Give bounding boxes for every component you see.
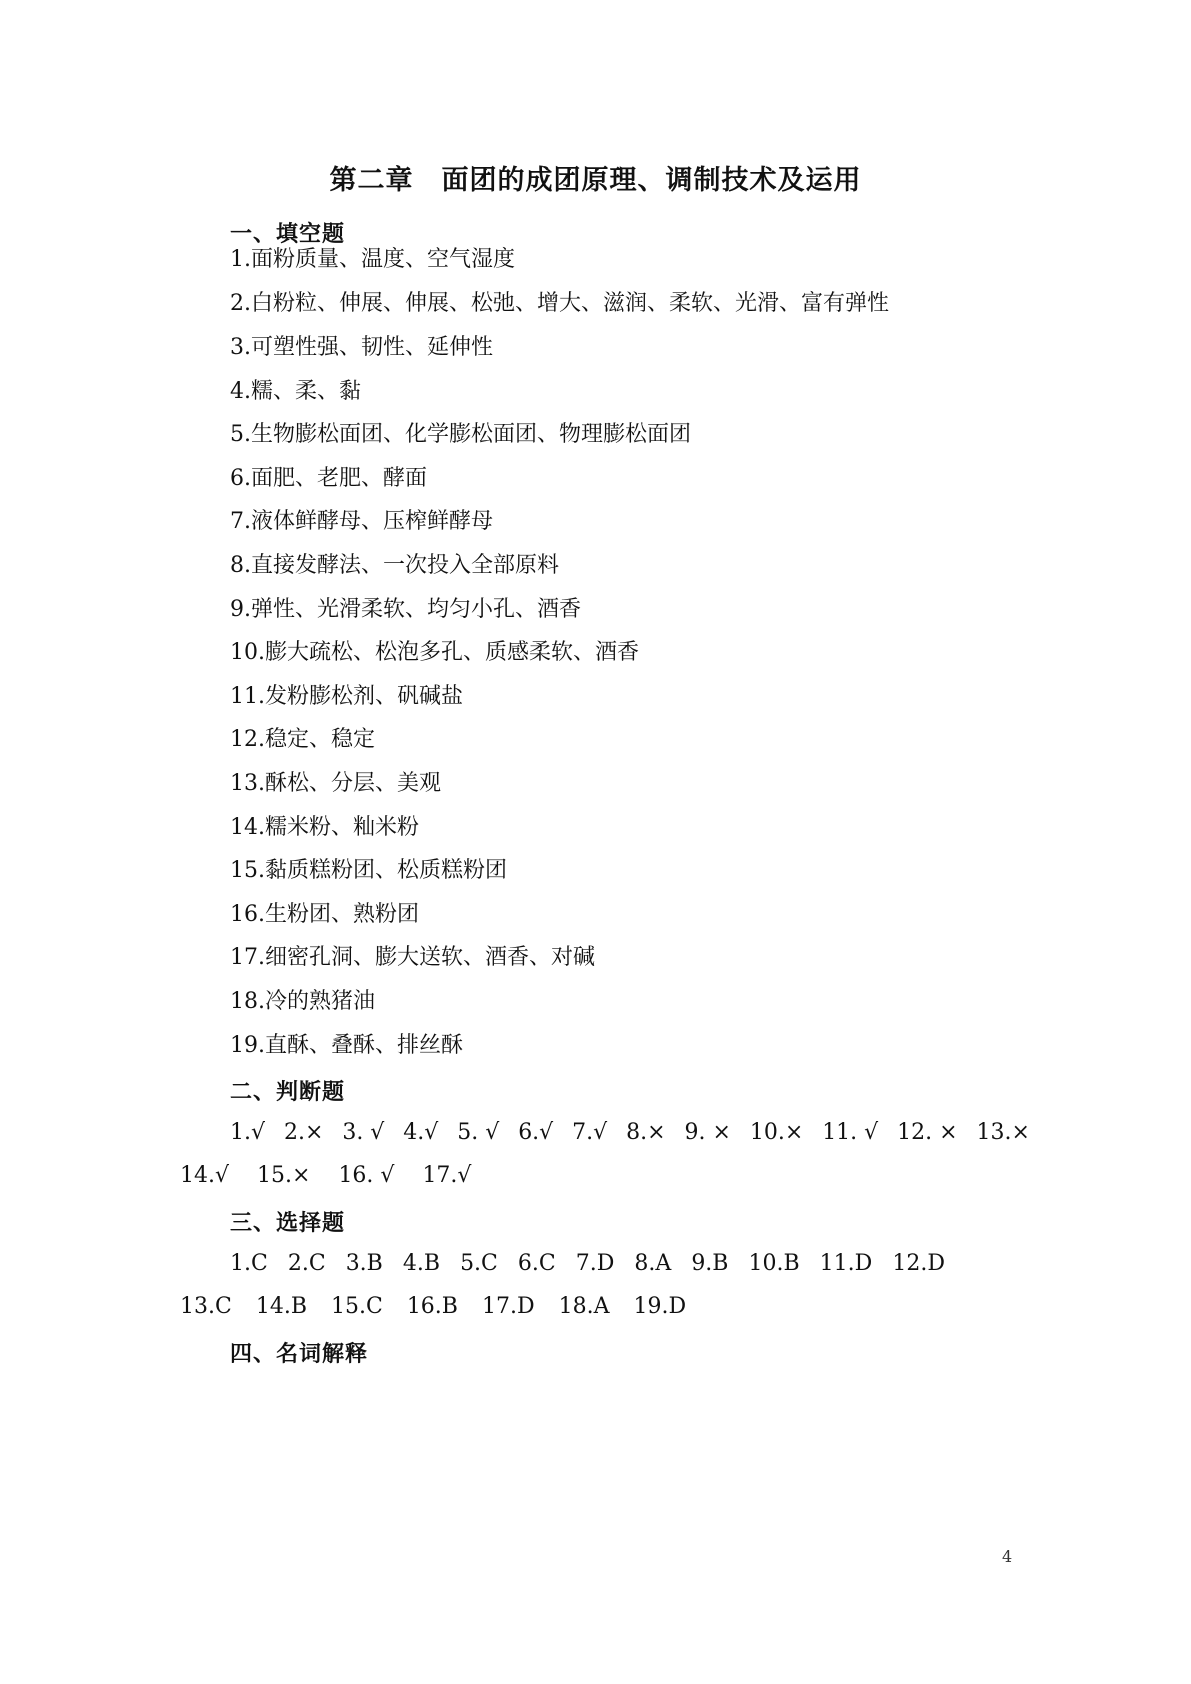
fill-blank-item: 9.弹性、光滑柔软、均匀小孔、酒香 [230,597,581,622]
fill-blank-item: 11.发粉膨松剂、矾碱盐 [230,684,463,709]
true-false-answer-row [230,1119,1030,1147]
fill-blank-item: 3.可塑性强、韧性、延伸性 [230,335,493,360]
fill-blank-item: 4.糯、柔、黏 [230,379,361,404]
section-heading-fill-blank: 一、填空题 [230,221,346,247]
true-false-answer: 1.√ [230,1120,266,1145]
fill-blank-item: 14.糯米粉、籼米粉 [230,815,419,840]
true-false-answer: 17.√ [422,1163,472,1188]
true-false-answer: 13.× [976,1120,1030,1145]
multiple-choice-answer-row [230,1250,945,1278]
chapter-title: 第二章 面团的成团原理、调制技术及运用 [329,165,862,196]
fill-blank-item: 13.酥松、分层、美观 [230,771,441,796]
true-false-answer: 2.× [283,1120,324,1145]
multiple-choice-answer: 6.C [517,1251,556,1276]
true-false-answer: 16. √ [338,1163,395,1188]
true-false-answer: 8.× [626,1120,666,1145]
multiple-choice-answer: 16.B [406,1294,458,1319]
section-heading-multiple-choice: 三、选择题 [230,1210,346,1236]
multiple-choice-answer: 9.B [691,1251,729,1276]
multiple-choice-answer: 8.A [634,1251,672,1276]
fill-blank-item: 17.细密孔洞、膨大送软、酒香、对碱 [230,945,595,970]
fill-blank-item: 18.冷的熟猪油 [230,989,375,1014]
true-false-answer: 7.√ [572,1120,608,1145]
section-heading-true-false: 二、判断题 [230,1079,346,1105]
true-false-answer: 4.√ [403,1120,439,1145]
true-false-answer-row [180,1162,471,1190]
multiple-choice-answer: 3.B [345,1251,383,1276]
section-heading-term-explanation: 四、名词解释 [230,1341,369,1367]
fill-blank-item: 15.黏质糕粉团、松质糕粉团 [230,858,507,883]
multiple-choice-answer: 17.D [481,1294,535,1319]
multiple-choice-answer: 7.D [575,1251,615,1276]
fill-blank-item: 12.稳定、稳定 [230,727,375,752]
true-false-answer: 3. √ [342,1120,385,1145]
multiple-choice-answer: 19.D [633,1294,687,1319]
multiple-choice-answer: 15.C [330,1294,383,1319]
multiple-choice-answer: 2.C [287,1251,326,1276]
true-false-answer: 11. √ [822,1120,879,1145]
fill-blank-item: 19.直酥、叠酥、排丝酥 [230,1033,463,1058]
multiple-choice-answer: 10.B [748,1251,800,1276]
multiple-choice-answer: 14.B [255,1294,307,1319]
multiple-choice-answer: 12.D [892,1251,945,1276]
multiple-choice-answer: 5.C [460,1251,498,1276]
page-number: 4 [1002,1547,1013,1566]
fill-blank-item: 2.白粉粒、伸展、伸展、松弛、增大、滋润、柔软、光滑、富有弹性 [230,291,889,316]
true-false-answer: 9. × [684,1120,731,1145]
true-false-answer: 10.× [749,1120,804,1145]
fill-blank-item: 8.直接发酵法、一次投入全部原料 [230,553,559,578]
true-false-answer: 12. × [897,1120,958,1145]
true-false-answer: 14.√ [180,1163,230,1188]
multiple-choice-answer: 4.B [402,1251,441,1276]
multiple-choice-answer: 13.C [180,1294,232,1319]
fill-blank-item: 1.面粉质量、温度、空气湿度 [230,247,515,272]
fill-blank-item: 6.面肥、老肥、酵面 [230,466,427,491]
fill-blank-item: 10.膨大疏松、松泡多孔、质感柔软、酒香 [230,640,639,665]
multiple-choice-answer: 18.A [558,1294,610,1319]
true-false-answer: 15.× [257,1163,311,1188]
fill-blank-item: 16.生粉团、熟粉团 [230,902,419,927]
fill-blank-item: 5.生物膨松面团、化学膨松面团、物理膨松面团 [230,422,691,447]
fill-blank-item: 7.液体鲜酵母、压榨鲜酵母 [230,509,493,534]
true-false-answer: 6.√ [518,1120,554,1145]
multiple-choice-answer-row [180,1293,686,1321]
true-false-answer: 5. √ [457,1120,500,1145]
multiple-choice-answer: 11.D [819,1251,873,1276]
multiple-choice-answer: 1.C [230,1251,268,1276]
